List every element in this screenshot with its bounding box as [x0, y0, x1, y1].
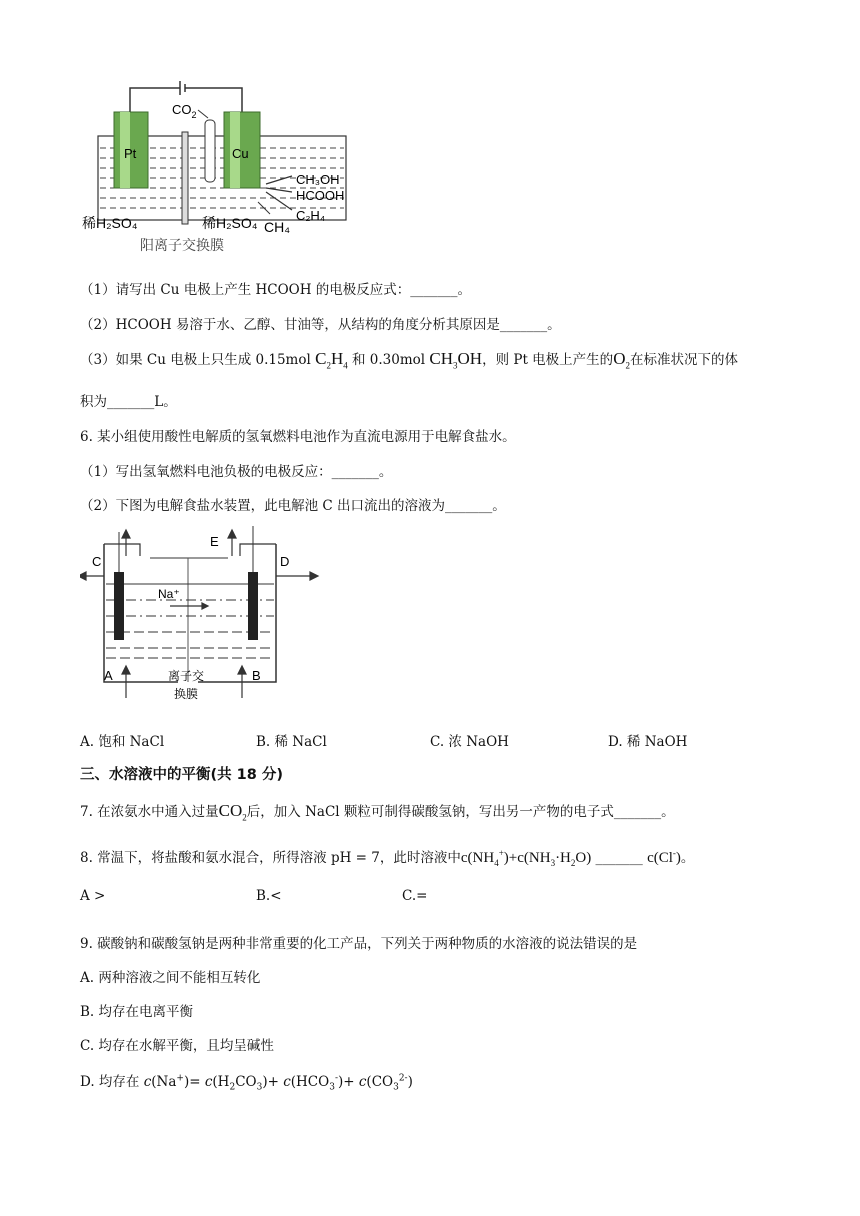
cu-label: Cu [232, 146, 249, 161]
q9-option-d[interactable]: D. 均存在 $c(Na^+)= c(H_2CO_3)+ c(HCO_3^-)+ c(CO_3^{2-})$ [80, 1073, 413, 1093]
q6-option-a[interactable]: A. 饱和 NaCl [80, 734, 165, 750]
q9-stem: 9. 碳酸钠和碳酸氢钠是两种非常重要的化工产品，下列关于两种物质的水溶液的说法错误的是 [80, 936, 638, 952]
q8-options [80, 888, 500, 908]
ch4-label: CH₄ [264, 219, 290, 235]
q5-part3: （3）如果 Cu 电极上只生成 0.15mol $C_2H_4$ 和 0.30mol $CH_3OH$，则 Pt 电极上产生的$O_2$在标准状况下的体 [80, 349, 738, 371]
q5-part2: （2）HCOOH 易溶于水、乙醇、甘油等，从结构的角度分析其原因是_______。 [80, 317, 561, 333]
q8: 8. 常温下，将盐酸和氨水混合，所得溶液 pH = 7，此时溶液中$c(NH_4^+)+c(NH_3\cdot H_2O)$ _______ c(Cl-)。 [80, 848, 695, 868]
q7: 7. 在浓氨水中通入过量$CO_2$后，加入 NaCl 颗粒可制得碳酸氢钠，写出另一产物的电子式_______。 [80, 801, 675, 823]
q5-part1: （1）请写出 Cu 电极上产生 HCOOH 的电极反应式：_______。 [80, 282, 472, 298]
svg-text:CO2 [172, 102, 197, 120]
section-3-title: 三、水溶液中的平衡(共 18 分) [80, 767, 284, 783]
q9-option-a[interactable]: A. 两种溶液之间不能相互转化 [80, 970, 261, 986]
q6-stem: 6. 某小组使用酸性电解质的氢氧燃料电池作为直流电源用于电解食盐水。 [80, 429, 516, 445]
label-d: D [280, 554, 290, 569]
label-e: E [210, 534, 219, 549]
co2-sub: 2 [191, 110, 197, 120]
q6-part1: （1）写出氢氧燃料电池负极的电极反应：_______。 [80, 464, 393, 480]
product-c2h4: C₂H₄ [296, 208, 326, 223]
q6-option-b[interactable]: B. 稀 NaCl [256, 734, 327, 750]
product-ch3oh: CH₃OH [296, 172, 340, 187]
q8-option-b[interactable]: B.< [256, 888, 282, 904]
q8-option-c[interactable]: C.= [402, 888, 428, 904]
q9-option-c[interactable]: C. 均存在水解平衡，且均呈碱性 [80, 1038, 274, 1054]
q5-part3-cont: 积为_______L。 [80, 394, 177, 410]
membrane-label-2: 换膜 [174, 687, 199, 701]
pt-label: Pt [124, 146, 137, 161]
dilute-h2so4-right: 稀H₂SO₄ [202, 215, 258, 231]
brine-electrolysis-figure [80, 522, 320, 708]
label-na: Na⁺ [158, 587, 180, 601]
membrane-label: 阳离子交换膜 [140, 237, 224, 253]
dilute-h2so4-left: 稀H₂SO₄ [82, 215, 138, 231]
q6-option-c[interactable]: C. 浓 NaOH [430, 734, 509, 750]
membrane-label-1: 离子交 [168, 669, 205, 683]
co2-electrolysis-figure [78, 72, 378, 262]
product-hcooh: HCOOH [296, 188, 345, 203]
label-c: C [92, 554, 102, 569]
q6-part2: （2）下图为电解食盐水装置，此电解池 C 出口流出的溶液为_______。 [80, 498, 506, 514]
q6-option-d[interactable]: D. 稀 NaOH [608, 734, 688, 750]
label-a: A [104, 668, 113, 683]
q9-option-b[interactable]: B. 均存在电离平衡 [80, 1004, 194, 1020]
co2-label: CO [172, 102, 192, 117]
q6-options [80, 730, 820, 750]
label-b: B [252, 668, 261, 683]
q8-option-a[interactable]: A > [80, 888, 106, 904]
